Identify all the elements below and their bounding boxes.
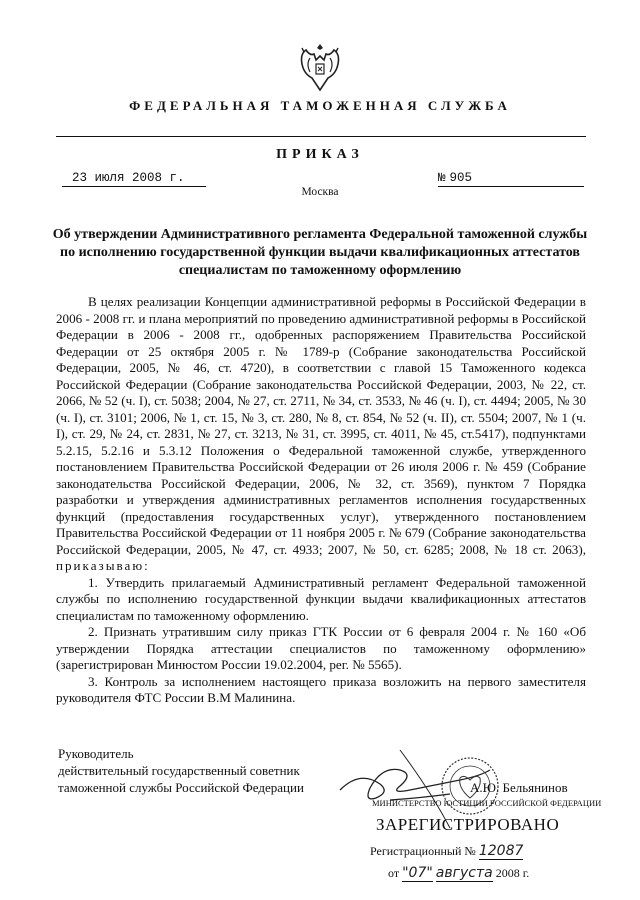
order-number: 905 — [449, 171, 473, 185]
signatory-line-1: Руководитель — [58, 746, 134, 761]
preamble-text: В целях реализации Концепции административной реформы в Российской Федерации в 2006 - 2008 гг. и плана мероприятий по проведению административной реформы в Российской Федерации в 2006 - 2008 гг., одобренных распоряжением Правительства Российской Федерации от 25 октября 2005 г. № 1789-р (Собрание законодательства Российской Федерации, 2005, № 46, ст. 4720), в соответствии с главой 15 Таможенного кодекса Российской Федерации (Собрание законодательства Российской Федерации, 2003, № 22, ст. 2066, № 52 (ч. I), ст. 5038; 2004, № 27, ст. 2711, № 34, ст. 3533, № 46 (ч. I), ст. 4494; 2005, № 30 (ч. I), ст. 3101; 2006, № 1, ст. 15, № 3, ст. 280, № 8, ст. 854, № 52 (ч. II), ст. 5504; 2007, № 1 (ч. I), ст. 29, № 24, ст. 2831, № 27, ст. 3213, № 31, ст. 3995, ст. 4011, № 45, ст.5417), подпунктами 5.2.15, 5.2.16 и 5.3.12 Положения о Федеральной таможенной службе, утвержденного постановлением Правительства Российской Федерации от 26 июля 2006 г. № 459 (Собрание законодательства Российской Федерации, 2006, № 32, ст. 3569), пунктом 7 Порядка разработки и утверждения административных регламентов исполнения государственных функций (предоставления государственных услуг), утвержденного постановлением Правительства Российской Федерации от 11 ноября 2005 г. № 679 (Собрание законодательства Российской Федерации, 2005, № 47, ст. 4933; 2007, № 50, ст. 6285; 2008, № 18 ст. 2063), — [56, 294, 586, 557]
stamp-title: ЗАРЕГИСТРИРОВАНО — [376, 815, 560, 834]
stamp-ministry: МИНИСТЕРСТВО ЮСТИЦИИ РОССИЙСКОЙ ФЕДЕРАЦИИ — [372, 798, 602, 808]
stamp-number-handwritten: 12087 — [478, 843, 524, 859]
signatory-position — [58, 745, 304, 796]
order-date-field — [62, 168, 206, 187]
preamble-paragraph — [56, 294, 586, 575]
item-1: 1. Утвердить прилагаемый Административный регламент Федеральной таможенной службы по исполнению государственной функции выдачи квалификационных аттестатов специалистам по таможенному оформлению. — [56, 574, 586, 623]
document-type: ПРИКАЗ — [276, 147, 364, 162]
order-number-label: № — [438, 171, 446, 185]
order-date: 23 июля 2008 г. — [72, 171, 185, 185]
order-word: приказываю: — [56, 558, 150, 573]
city: Москва — [301, 186, 339, 198]
document-title: Об утверждении Административного регламента Федеральной таможенной службы по исполнению государственной функции выдачи квалификационных аттестатов специалистам по таможенному оформлению — [52, 227, 588, 278]
registration-stamp — [362, 795, 602, 895]
signatory-line-2: действительный государственный советник — [58, 763, 300, 778]
header-divider — [56, 136, 586, 137]
agency-name: ФЕДЕРАЛЬНАЯ ТАМОЖЕННАЯ СЛУЖБА — [129, 98, 511, 113]
item-3: 3. Контроль за исполнением настоящего приказа возложить на первого заместителя руководителя ФТС России В.М Малинина. — [56, 673, 586, 705]
stamp-date-day: "07" — [402, 865, 433, 881]
double-headed-eagle-icon — [296, 40, 344, 92]
order-number-field — [438, 168, 584, 187]
signatory-line-3: таможенной службы Российской Федерации — [58, 780, 304, 795]
stamp-date-month: августа — [435, 865, 493, 881]
stamp-date-year: 2008 г. — [495, 866, 530, 880]
signatory-name: А.Ю. Бельянинов — [470, 780, 568, 795]
item-2: 2. Признать утратившим силу приказ ГТК России от 6 февраля 2004 г. № 160 «Об утверждении Порядка аттестации специалистов по таможенному оформлению» (зарегистрирован Минюстом России 19.02.2004, рег. № 5565). — [56, 624, 586, 672]
stamp-date-prefix: от — [388, 866, 400, 880]
stamp-number-label: Регистрационный № — [370, 844, 476, 858]
stamp-registration-date — [388, 865, 529, 882]
stamp-registration-number — [370, 843, 523, 860]
document-body — [56, 294, 586, 707]
